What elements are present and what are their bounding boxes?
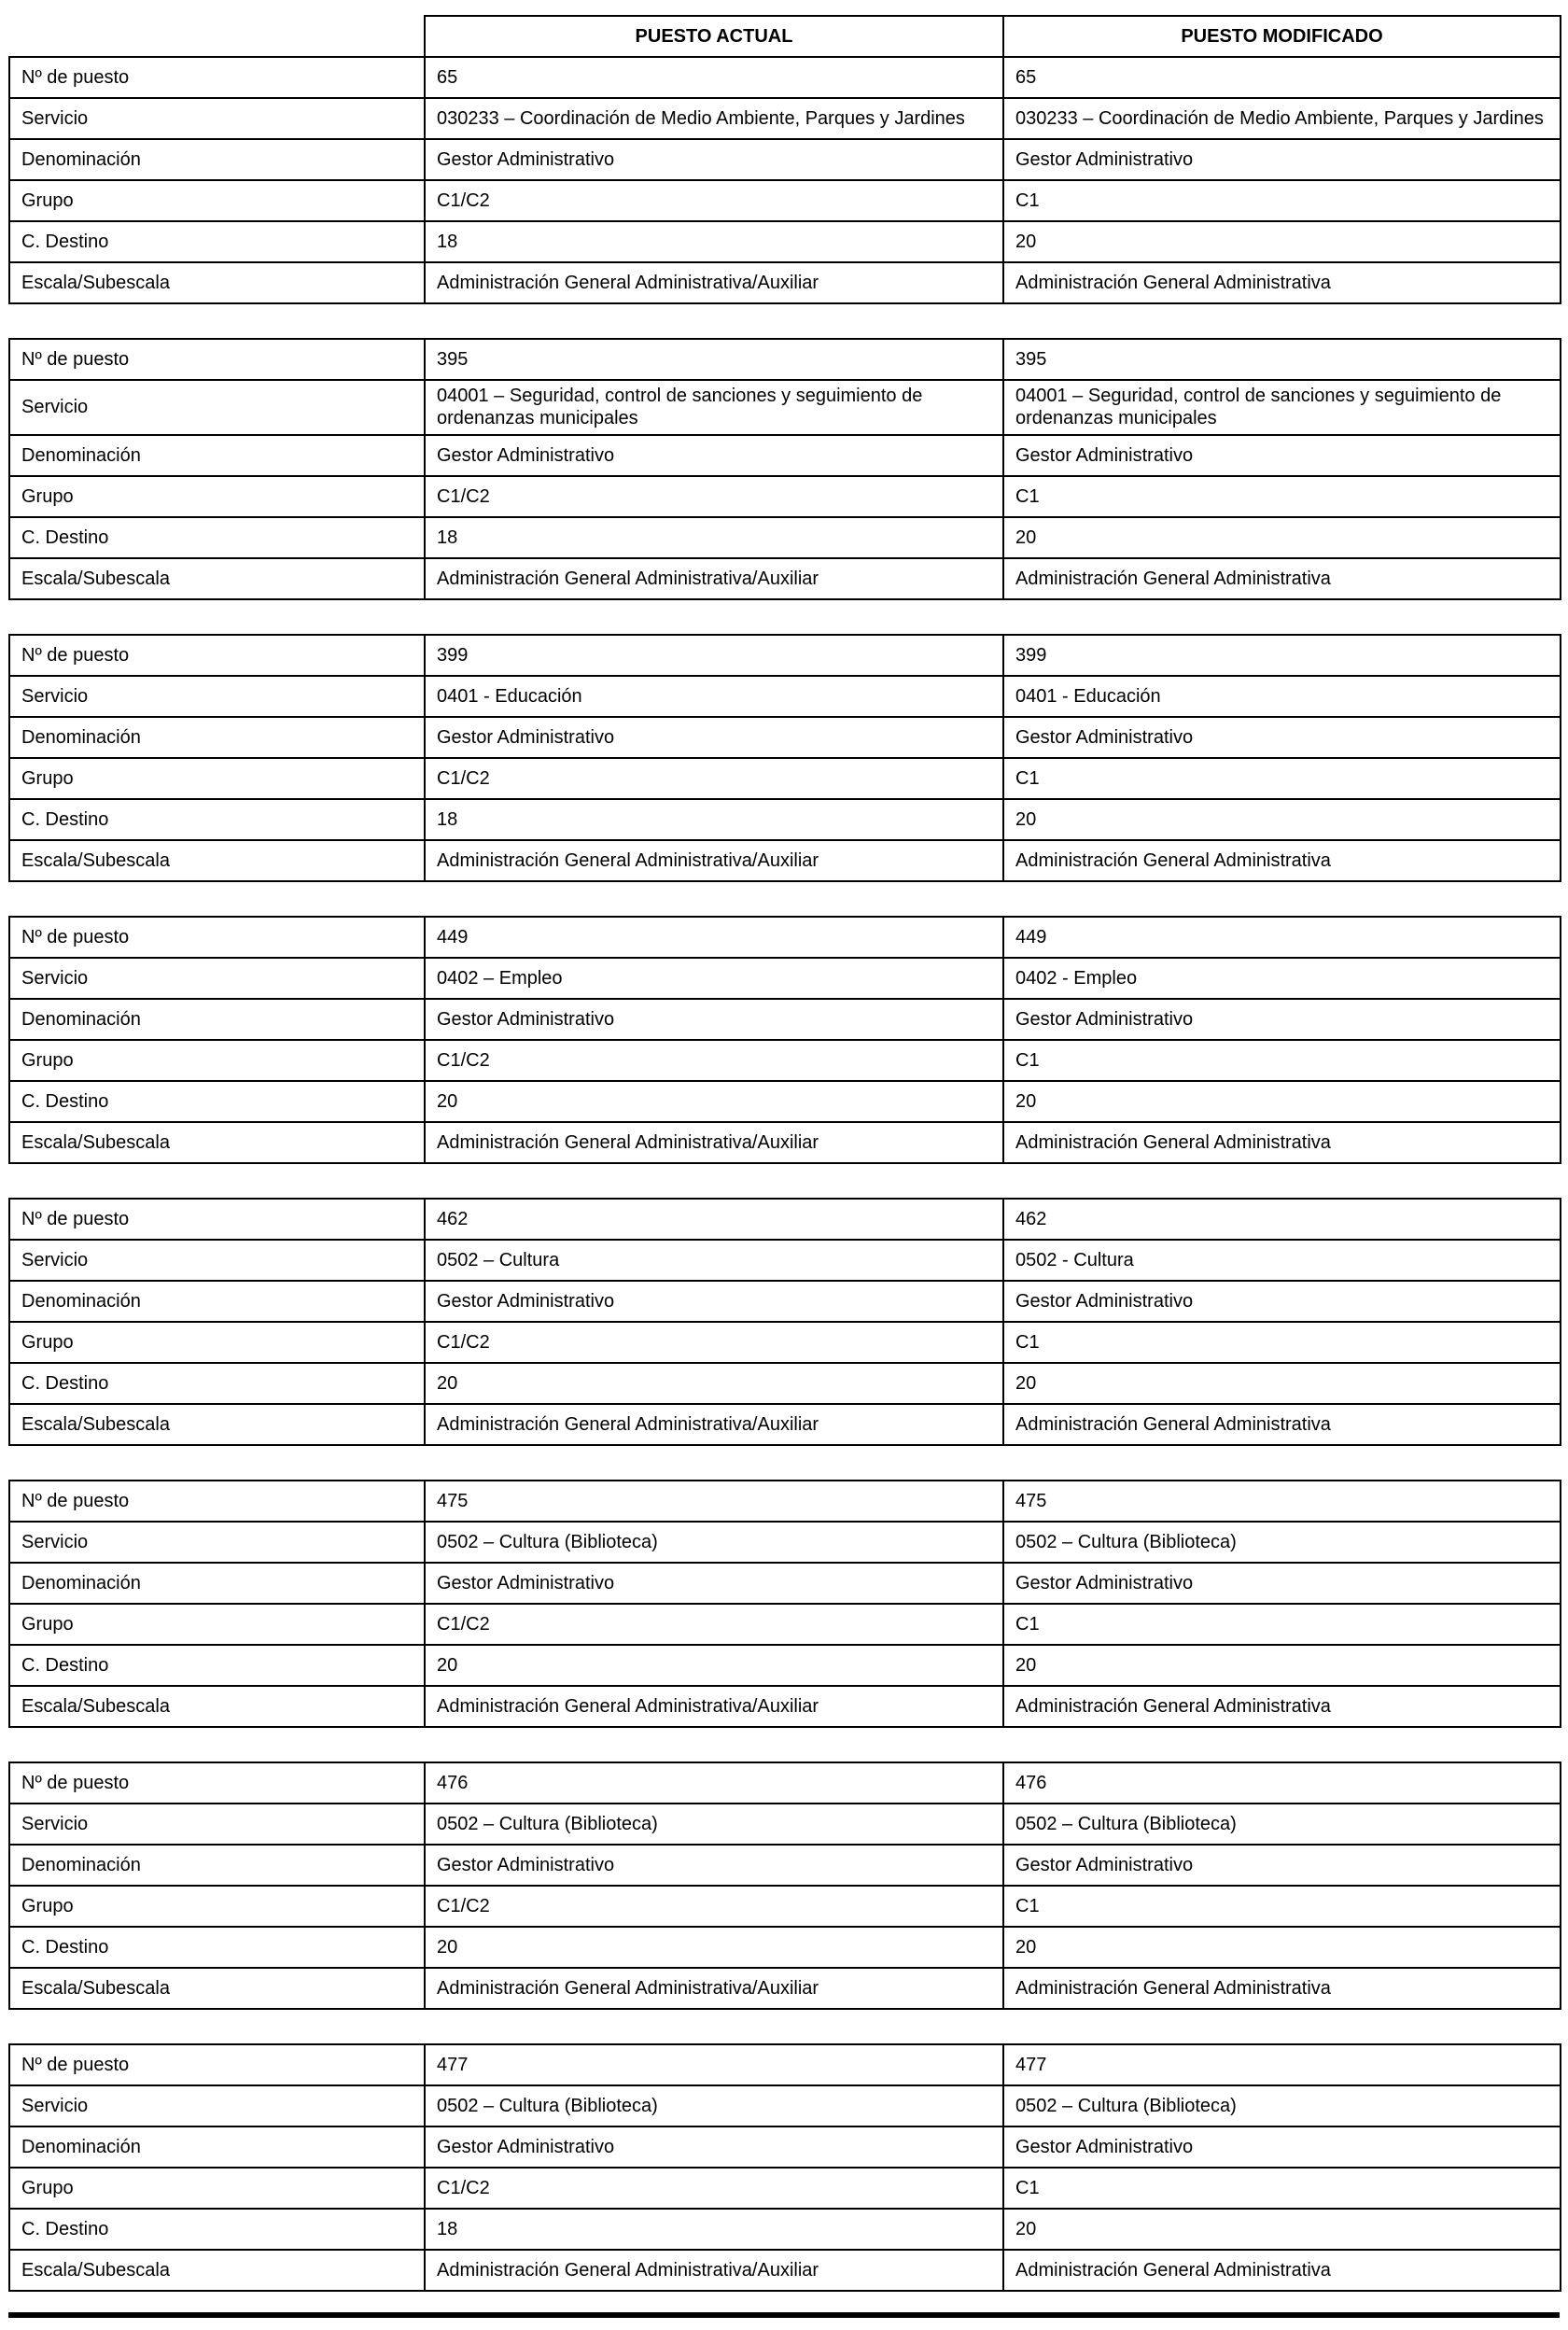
row-label-cell: Servicio bbox=[9, 1240, 425, 1281]
table-row bbox=[9, 1122, 1561, 1163]
row-label-cell: C. Destino bbox=[9, 1081, 425, 1122]
table-header-row bbox=[424, 15, 1561, 58]
table-row bbox=[9, 1281, 1561, 1322]
puesto-block-table bbox=[8, 916, 1561, 1164]
actual-value-cell: C1/C2 bbox=[425, 1604, 1003, 1645]
row-label-cell: Grupo bbox=[9, 2168, 425, 2209]
row-label-cell: C. Destino bbox=[9, 799, 425, 840]
table-row bbox=[9, 380, 1561, 435]
row-label-cell: Denominación bbox=[9, 139, 425, 180]
row-label-cell: Grupo bbox=[9, 1322, 425, 1363]
actual-value-cell: 18 bbox=[425, 221, 1003, 262]
row-label-cell: C. Destino bbox=[9, 221, 425, 262]
row-label-cell: C. Destino bbox=[9, 1363, 425, 1404]
row-label-cell: Denominación bbox=[9, 1845, 425, 1886]
row-label-cell: Servicio bbox=[9, 1804, 425, 1845]
row-label-cell: Nº de puesto bbox=[9, 1481, 425, 1522]
modificado-value-cell: C1 bbox=[1003, 2168, 1561, 2209]
actual-value-cell: 65 bbox=[425, 57, 1003, 98]
table-row bbox=[9, 435, 1561, 476]
row-label-cell: Escala/Subescala bbox=[9, 262, 425, 303]
actual-value-cell: 475 bbox=[425, 1481, 1003, 1522]
modificado-value-cell: Administración General Administrativa bbox=[1003, 1404, 1561, 1445]
actual-value-cell: Administración General Administrativa/Auxiliar bbox=[425, 1968, 1003, 2009]
table-row bbox=[9, 2168, 1561, 2209]
row-label-cell: Escala/Subescala bbox=[9, 1686, 425, 1727]
row-label-cell: Grupo bbox=[9, 758, 425, 799]
modificado-value-cell: Administración General Administrativa bbox=[1003, 840, 1561, 881]
row-label-cell: Servicio bbox=[9, 1522, 425, 1563]
actual-value-cell: Gestor Administrativo bbox=[425, 2126, 1003, 2168]
puesto-block-table bbox=[8, 2043, 1561, 2292]
table-row bbox=[9, 717, 1561, 758]
row-label-cell: C. Destino bbox=[9, 517, 425, 558]
modificado-value-cell: C1 bbox=[1003, 476, 1561, 517]
modificado-value-cell: C1 bbox=[1003, 1604, 1561, 1645]
actual-value-cell: 476 bbox=[425, 1762, 1003, 1804]
table-row bbox=[9, 676, 1561, 717]
modificado-value-cell: 030233 – Coordinación de Medio Ambiente, Parques y Jardines bbox=[1003, 98, 1561, 139]
table-row bbox=[9, 1481, 1561, 1522]
modificado-value-cell: 20 bbox=[1003, 1363, 1561, 1404]
modificado-value-cell: C1 bbox=[1003, 1040, 1561, 1081]
modificado-value-cell: Administración General Administrativa bbox=[1003, 1686, 1561, 1727]
modificado-value-cell: Gestor Administrativo bbox=[1003, 435, 1561, 476]
modificado-value-cell: Gestor Administrativo bbox=[1003, 1845, 1561, 1886]
row-label-cell: Nº de puesto bbox=[9, 339, 425, 380]
actual-value-cell: Administración General Administrativa/Auxiliar bbox=[425, 1122, 1003, 1163]
row-label-cell: C. Destino bbox=[9, 1645, 425, 1686]
table-row bbox=[9, 1645, 1561, 1686]
modificado-value-cell: 476 bbox=[1003, 1762, 1561, 1804]
actual-value-cell: 18 bbox=[425, 2209, 1003, 2250]
modificado-value-cell: 477 bbox=[1003, 2044, 1561, 2085]
table-row bbox=[9, 558, 1561, 599]
puesto-block-table bbox=[8, 1480, 1561, 1728]
modificado-value-cell: Administración General Administrativa bbox=[1003, 1968, 1561, 2009]
table-row bbox=[9, 1927, 1561, 1968]
row-label-cell: Grupo bbox=[9, 1040, 425, 1081]
table-row bbox=[9, 917, 1561, 958]
actual-value-cell: Gestor Administrativo bbox=[425, 999, 1003, 1040]
actual-value-cell: 0502 – Cultura (Biblioteca) bbox=[425, 1804, 1003, 1845]
actual-value-cell: 477 bbox=[425, 2044, 1003, 2085]
table-row bbox=[9, 1363, 1561, 1404]
modificado-value-cell: 475 bbox=[1003, 1481, 1561, 1522]
table-row bbox=[9, 1845, 1561, 1886]
actual-value-cell: 04001 – Seguridad, control de sanciones y seguimiento de ordenanzas municipales bbox=[425, 380, 1003, 435]
row-label-cell: Servicio bbox=[9, 958, 425, 999]
row-label-cell: Denominación bbox=[9, 717, 425, 758]
modificado-value-cell: Gestor Administrativo bbox=[1003, 139, 1561, 180]
table-row bbox=[9, 1563, 1561, 1604]
actual-value-cell: C1/C2 bbox=[425, 1322, 1003, 1363]
modificado-value-cell: 20 bbox=[1003, 1081, 1561, 1122]
table-row bbox=[9, 1199, 1561, 1240]
actual-value-cell: C1/C2 bbox=[425, 180, 1003, 221]
row-label-cell: Denominación bbox=[9, 435, 425, 476]
modificado-value-cell: Administración General Administrativa bbox=[1003, 262, 1561, 303]
actual-value-cell: 449 bbox=[425, 917, 1003, 958]
table-row bbox=[9, 958, 1561, 999]
table-row bbox=[9, 1322, 1561, 1363]
actual-value-cell: 18 bbox=[425, 517, 1003, 558]
modificado-value-cell: Gestor Administrativo bbox=[1003, 717, 1561, 758]
modificado-value-cell: C1 bbox=[1003, 758, 1561, 799]
table-row bbox=[9, 2085, 1561, 2126]
modificado-value-cell: 20 bbox=[1003, 799, 1561, 840]
blocks-container bbox=[8, 56, 1568, 2292]
actual-value-cell: Administración General Administrativa/Auxiliar bbox=[425, 2250, 1003, 2291]
table-row bbox=[9, 1886, 1561, 1927]
actual-value-cell: 0502 – Cultura bbox=[425, 1240, 1003, 1281]
row-label-cell: Grupo bbox=[9, 476, 425, 517]
modificado-value-cell: 0502 - Cultura bbox=[1003, 1240, 1561, 1281]
partial-next-table-edge bbox=[8, 2312, 1560, 2318]
table-row bbox=[9, 1240, 1561, 1281]
modificado-value-cell: 04001 – Seguridad, control de sanciones y seguimiento de ordenanzas municipales bbox=[1003, 380, 1561, 435]
modificado-value-cell: 0502 – Cultura (Biblioteca) bbox=[1003, 1522, 1561, 1563]
table-row bbox=[9, 1968, 1561, 2009]
actual-value-cell: C1/C2 bbox=[425, 1040, 1003, 1081]
actual-value-cell: 20 bbox=[425, 1645, 1003, 1686]
actual-value-cell: 030233 – Coordinación de Medio Ambiente, Parques y Jardines bbox=[425, 98, 1003, 139]
actual-value-cell: C1/C2 bbox=[425, 2168, 1003, 2209]
actual-value-cell: Gestor Administrativo bbox=[425, 1845, 1003, 1886]
table-row bbox=[9, 999, 1561, 1040]
actual-value-cell: Administración General Administrativa/Auxiliar bbox=[425, 1404, 1003, 1445]
modificado-value-cell: 20 bbox=[1003, 517, 1561, 558]
table-row bbox=[9, 57, 1561, 98]
puesto-block-table bbox=[8, 338, 1561, 600]
table-row bbox=[9, 517, 1561, 558]
row-label-cell: Nº de puesto bbox=[9, 57, 425, 98]
table-row bbox=[9, 262, 1561, 303]
actual-value-cell: 395 bbox=[425, 339, 1003, 380]
row-label-cell: Grupo bbox=[9, 180, 425, 221]
actual-value-cell: 399 bbox=[425, 635, 1003, 676]
actual-value-cell: Gestor Administrativo bbox=[425, 435, 1003, 476]
row-label-cell: Denominación bbox=[9, 1563, 425, 1604]
row-label-cell: Escala/Subescala bbox=[9, 558, 425, 599]
actual-value-cell: C1/C2 bbox=[425, 1886, 1003, 1927]
table-row bbox=[9, 180, 1561, 221]
row-label-cell: Grupo bbox=[9, 1886, 425, 1927]
row-label-cell: Denominación bbox=[9, 999, 425, 1040]
table-row bbox=[9, 339, 1561, 380]
puesto-block-table bbox=[8, 56, 1561, 304]
modificado-value-cell: 0401 - Educación bbox=[1003, 676, 1561, 717]
table-row bbox=[9, 1804, 1561, 1845]
row-label-cell: Escala/Subescala bbox=[9, 840, 425, 881]
puesto-block-table bbox=[8, 1762, 1561, 2010]
row-label-cell: Denominación bbox=[9, 1281, 425, 1322]
modificado-value-cell: 399 bbox=[1003, 635, 1561, 676]
actual-value-cell: 18 bbox=[425, 799, 1003, 840]
puesto-block-table bbox=[8, 1198, 1561, 1446]
row-label-cell: Nº de puesto bbox=[9, 917, 425, 958]
actual-value-cell: Administración General Administrativa/Auxiliar bbox=[425, 558, 1003, 599]
modificado-value-cell: 20 bbox=[1003, 1645, 1561, 1686]
actual-value-cell: Gestor Administrativo bbox=[425, 1563, 1003, 1604]
table-row bbox=[9, 2209, 1561, 2250]
modificado-value-cell: 0402 - Empleo bbox=[1003, 958, 1561, 999]
actual-value-cell: Administración General Administrativa/Auxiliar bbox=[425, 840, 1003, 881]
table-row bbox=[9, 2044, 1561, 2085]
modificado-value-cell: Administración General Administrativa bbox=[1003, 2250, 1561, 2291]
table-row bbox=[9, 98, 1561, 139]
header-puesto-modificado: PUESTO MODIFICADO bbox=[1003, 16, 1561, 57]
actual-value-cell: Gestor Administrativo bbox=[425, 1281, 1003, 1322]
table-row bbox=[9, 635, 1561, 676]
table-row bbox=[9, 799, 1561, 840]
table-row bbox=[9, 476, 1561, 517]
actual-value-cell: Gestor Administrativo bbox=[425, 139, 1003, 180]
row-label-cell: C. Destino bbox=[9, 2209, 425, 2250]
table-row bbox=[9, 1081, 1561, 1122]
modificado-value-cell: C1 bbox=[1003, 1886, 1561, 1927]
modificado-value-cell: Gestor Administrativo bbox=[1003, 1563, 1561, 1604]
actual-value-cell: 20 bbox=[425, 1927, 1003, 1968]
row-label-cell: Escala/Subescala bbox=[9, 1968, 425, 2009]
modificado-value-cell: C1 bbox=[1003, 1322, 1561, 1363]
table-row bbox=[9, 840, 1561, 881]
row-label-cell: Servicio bbox=[9, 2085, 425, 2126]
actual-value-cell: Administración General Administrativa/Auxiliar bbox=[425, 1686, 1003, 1727]
table-row bbox=[9, 221, 1561, 262]
row-label-cell: Nº de puesto bbox=[9, 635, 425, 676]
modificado-value-cell: Gestor Administrativo bbox=[1003, 1281, 1561, 1322]
table-row bbox=[9, 1404, 1561, 1445]
modificado-value-cell: 65 bbox=[1003, 57, 1561, 98]
row-label-cell: Servicio bbox=[9, 676, 425, 717]
modificado-value-cell: Administración General Administrativa bbox=[1003, 1122, 1561, 1163]
modificado-value-cell: 0502 – Cultura (Biblioteca) bbox=[1003, 2085, 1561, 2126]
modificado-value-cell: 20 bbox=[1003, 2209, 1561, 2250]
modificado-value-cell: 449 bbox=[1003, 917, 1561, 958]
modificado-value-cell: 20 bbox=[1003, 1927, 1561, 1968]
row-label-cell: Denominación bbox=[9, 2126, 425, 2168]
row-label-cell: Escala/Subescala bbox=[9, 1122, 425, 1163]
row-label-cell: Escala/Subescala bbox=[9, 2250, 425, 2291]
table-row bbox=[9, 758, 1561, 799]
row-label-cell: Grupo bbox=[9, 1604, 425, 1645]
actual-value-cell: Gestor Administrativo bbox=[425, 717, 1003, 758]
actual-value-cell: 0402 – Empleo bbox=[425, 958, 1003, 999]
row-label-cell: Servicio bbox=[9, 98, 425, 139]
table-row bbox=[9, 2250, 1561, 2291]
actual-value-cell: C1/C2 bbox=[425, 758, 1003, 799]
modificado-value-cell: C1 bbox=[1003, 180, 1561, 221]
modificado-value-cell: Gestor Administrativo bbox=[1003, 999, 1561, 1040]
table-row bbox=[9, 1762, 1561, 1804]
modificado-value-cell: 395 bbox=[1003, 339, 1561, 380]
actual-value-cell: 20 bbox=[425, 1081, 1003, 1122]
table-row bbox=[9, 2126, 1561, 2168]
row-label-cell: Escala/Subescala bbox=[9, 1404, 425, 1445]
table-row bbox=[9, 1686, 1561, 1727]
header-puesto-actual: PUESTO ACTUAL bbox=[425, 16, 1003, 57]
table-row bbox=[9, 139, 1561, 180]
modificado-value-cell: Administración General Administrativa bbox=[1003, 558, 1561, 599]
actual-value-cell: C1/C2 bbox=[425, 476, 1003, 517]
row-label-cell: C. Destino bbox=[9, 1927, 425, 1968]
modificado-value-cell: Gestor Administrativo bbox=[1003, 2126, 1561, 2168]
modificado-value-cell: 0502 – Cultura (Biblioteca) bbox=[1003, 1804, 1561, 1845]
table-row bbox=[9, 1522, 1561, 1563]
row-label-cell: Nº de puesto bbox=[9, 1199, 425, 1240]
modificado-value-cell: 20 bbox=[1003, 221, 1561, 262]
actual-value-cell: 0502 – Cultura (Biblioteca) bbox=[425, 2085, 1003, 2126]
actual-value-cell: 462 bbox=[425, 1199, 1003, 1240]
actual-value-cell: 0502 – Cultura (Biblioteca) bbox=[425, 1522, 1003, 1563]
actual-value-cell: Administración General Administrativa/Auxiliar bbox=[425, 262, 1003, 303]
table-row bbox=[9, 1604, 1561, 1645]
puesto-block-table bbox=[8, 634, 1561, 882]
row-label-cell: Nº de puesto bbox=[9, 1762, 425, 1804]
actual-value-cell: 20 bbox=[425, 1363, 1003, 1404]
row-label-cell: Servicio bbox=[9, 380, 425, 435]
actual-value-cell: 0401 - Educación bbox=[425, 676, 1003, 717]
table-row bbox=[9, 1040, 1561, 1081]
modificado-value-cell: 462 bbox=[1003, 1199, 1561, 1240]
table-row bbox=[425, 16, 1561, 57]
row-label-cell: Nº de puesto bbox=[9, 2044, 425, 2085]
